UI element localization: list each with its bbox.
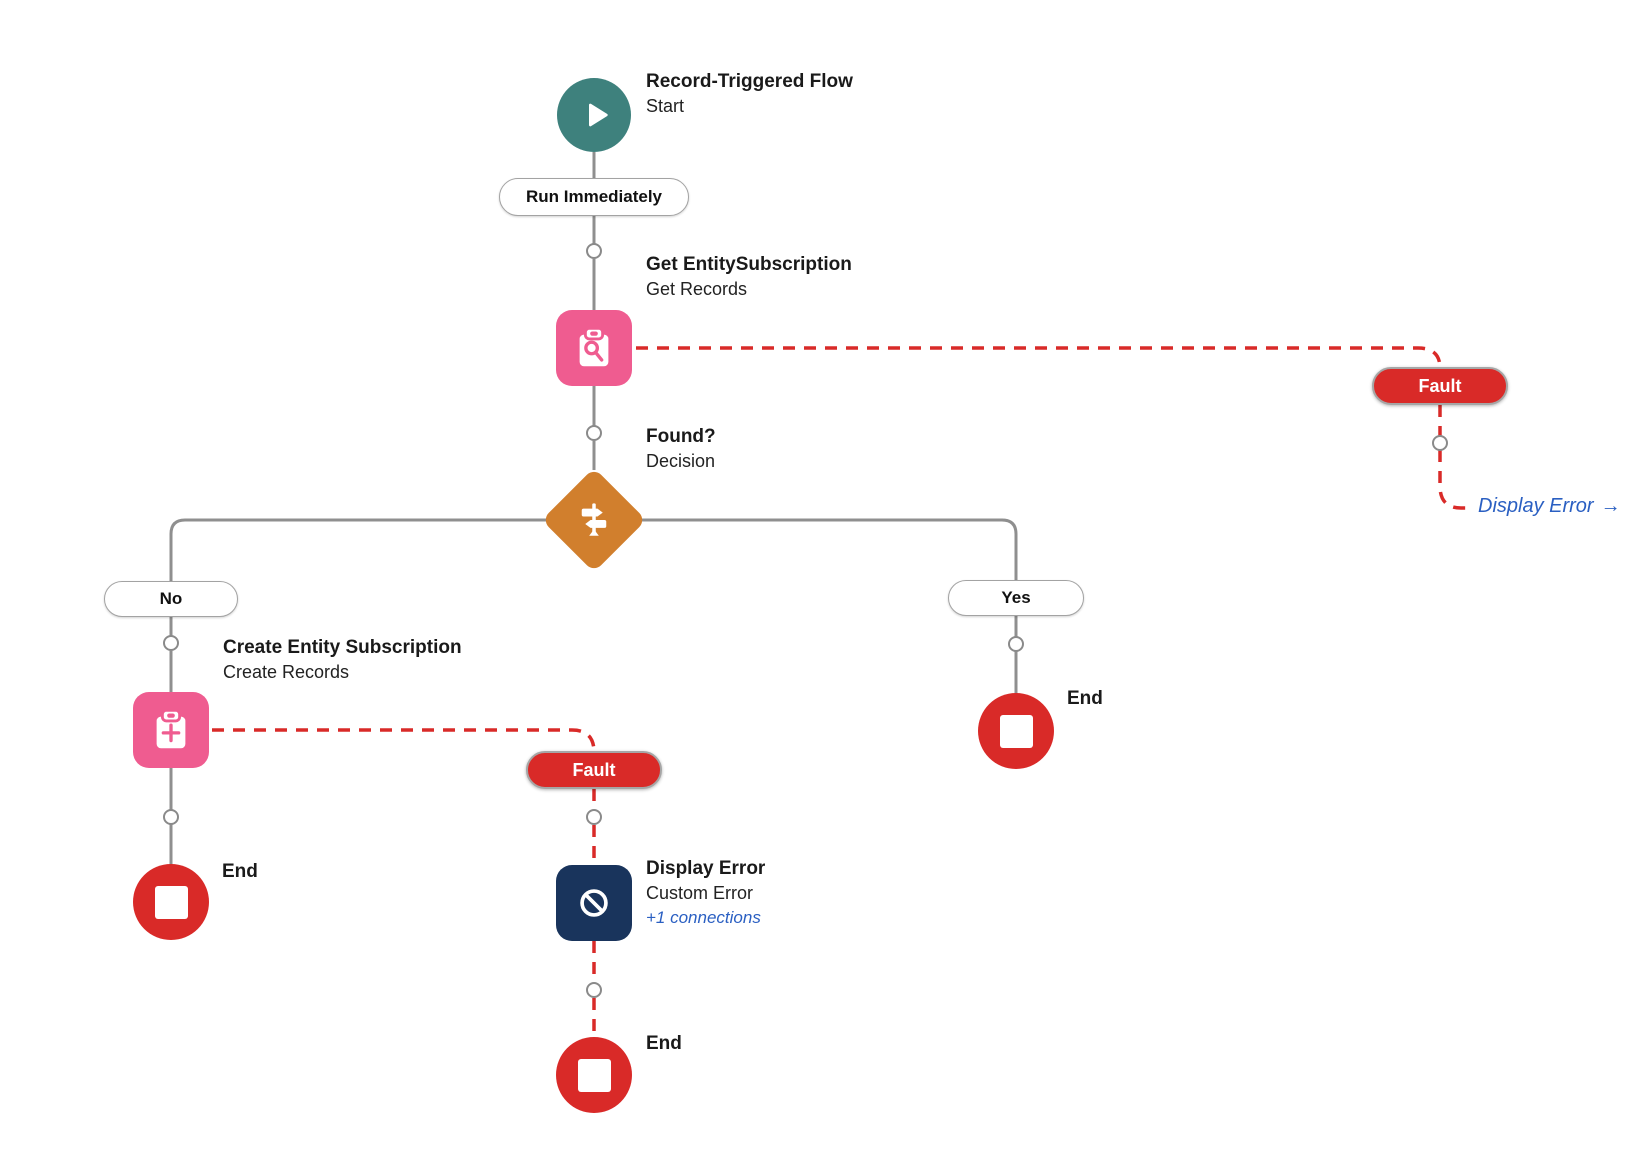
start-node-title: Record-Triggered Flow: [646, 71, 853, 92]
custom-error-connections-link: +1 connections: [646, 908, 761, 927]
custom-error-subtitle: Custom Error: [646, 883, 754, 903]
stop-square-icon: [1000, 715, 1033, 748]
add-element-circle[interactable]: [587, 426, 601, 440]
stop-square-icon: [578, 1059, 611, 1092]
fault-connector-goto-display-error: [1440, 450, 1467, 508]
get-records-node[interactable]: [556, 310, 632, 386]
fault-connector-create-records: [212, 730, 594, 752]
stop-square-icon: [155, 886, 188, 919]
clipboard-plus-icon: [148, 707, 194, 753]
custom-error-title: Display Error: [646, 858, 766, 879]
create-records-node[interactable]: [133, 692, 209, 768]
goto-display-error-link[interactable]: [1478, 495, 1621, 518]
branch-no-pill: [104, 581, 238, 617]
run-immediately-pill: [499, 178, 689, 216]
add-element-circle[interactable]: [587, 983, 601, 997]
signpost-icon: [573, 499, 615, 541]
end-label: End: [222, 861, 258, 882]
fault-connector-get-records: [636, 348, 1440, 368]
fault-label: Fault: [572, 759, 616, 780]
ban-icon: [572, 881, 616, 925]
add-element-circle[interactable]: [587, 244, 601, 258]
end-node-fault-branch[interactable]: [556, 1037, 632, 1113]
end-node-yes-branch[interactable]: [978, 693, 1054, 769]
end-node-no-branch[interactable]: [133, 864, 209, 940]
decision-title: Found?: [646, 426, 716, 447]
decision-subtitle: Decision: [646, 451, 716, 471]
get-records-title: Get EntitySubscription: [646, 254, 852, 275]
start-node-subtitle: Start: [646, 96, 685, 116]
custom-error-node[interactable]: [556, 865, 632, 941]
end-label: End: [646, 1033, 682, 1054]
fault-pill-create-records: [526, 751, 662, 789]
add-element-circle[interactable]: [1009, 637, 1023, 651]
branch-yes-label: Yes: [1001, 588, 1031, 607]
add-element-circle[interactable]: [164, 636, 178, 650]
branch-yes-pill: [948, 580, 1084, 616]
run-immediately-label: Run Immediately: [525, 187, 663, 206]
fault-label: Fault: [1418, 375, 1462, 396]
play-icon: [581, 99, 613, 131]
fault-pill-get-records: [1372, 367, 1508, 405]
goto-display-error-label: Display Error: [1478, 495, 1594, 517]
create-records-title: Create Entity Subscription: [223, 637, 462, 658]
clipboard-search-icon: [571, 325, 617, 371]
goto-arrow-icon: →: [1600, 495, 1621, 517]
branch-no-label: No: [159, 589, 183, 608]
create-records-subtitle: Create Records: [223, 662, 350, 682]
add-element-circle[interactable]: [1433, 436, 1447, 450]
add-element-circle[interactable]: [587, 810, 601, 824]
get-records-subtitle: Get Records: [646, 279, 748, 299]
start-node[interactable]: [557, 78, 631, 152]
add-element-circle[interactable]: [164, 810, 178, 824]
end-label: End: [1067, 688, 1103, 709]
